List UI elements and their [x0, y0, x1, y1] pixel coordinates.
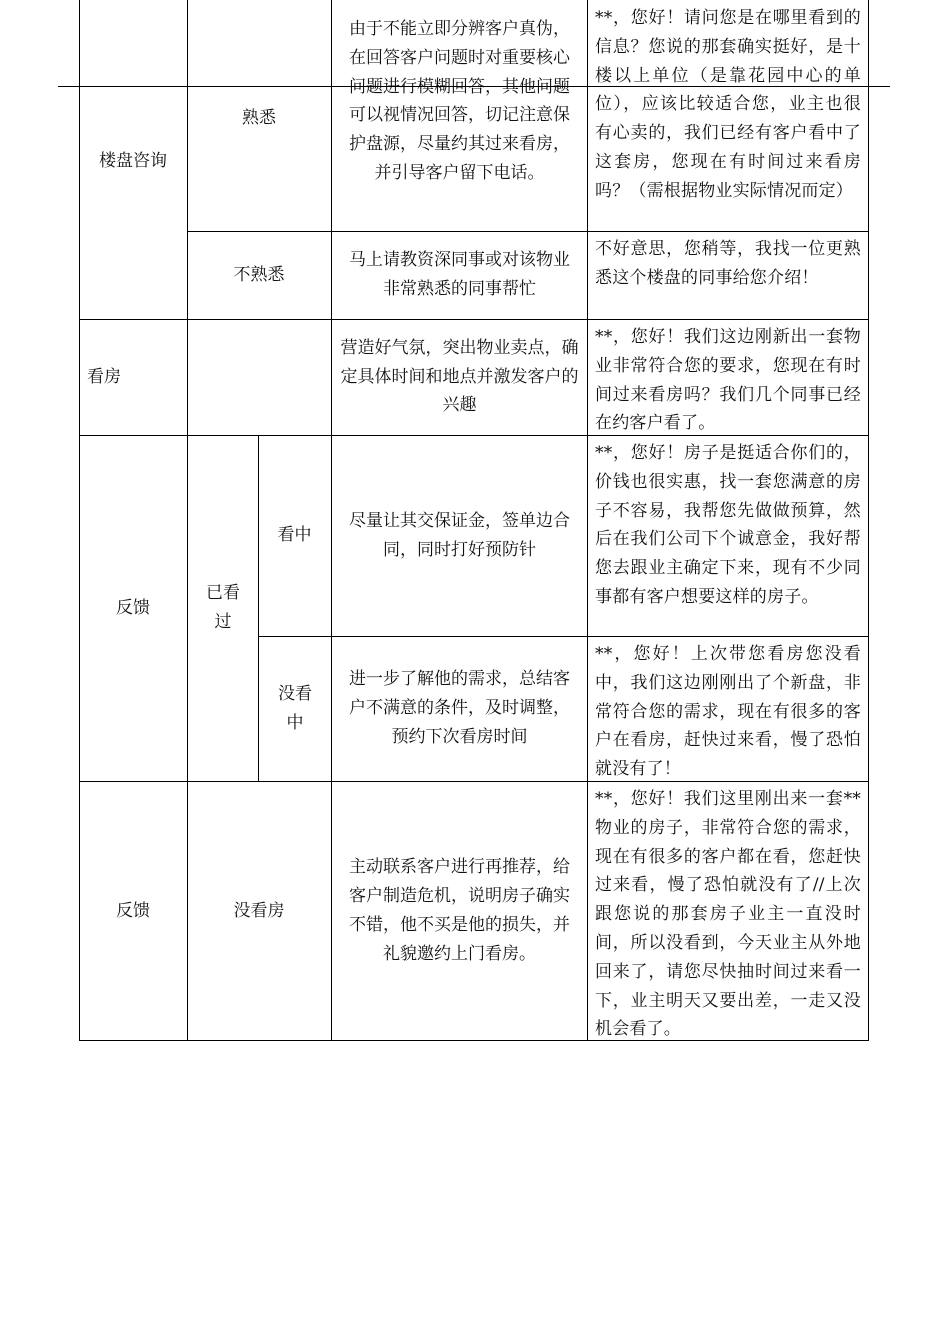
guidance-text: 营造好气氛，突出物业卖点，确定具体时间和地点并激发客户的兴趣	[340, 337, 579, 416]
script-cell	[587, 319, 869, 435]
guidance-text: 马上请教资深同事或对该物业非常熟悉的同事帮忙	[349, 250, 570, 299]
stage-label: 反馈	[116, 900, 150, 921]
condition-label: 已看过	[206, 583, 240, 632]
guidance-cell	[341, 781, 578, 1041]
script-cell	[587, 781, 869, 1041]
subcondition-label: 看中	[277, 525, 312, 546]
stage-cell	[79, 781, 187, 1041]
guidance-text: 尽量让其交保证金，签单边合同，同时打好预防针	[349, 510, 570, 560]
script-text: 不好意思，您稍等，我找一位更熟悉这个楼盘的同事给您介绍！	[595, 239, 861, 288]
condition-cell	[187, 319, 331, 435]
script-text: **，您好！我们这里刚出来一套**物业的房子，非常符合您的需求，现在有很多的客户都在看，您赶快过来看，慢了恐怕就没有了//上次跟您说的那套房子业主一直没时间，所以没看到，今天业主从外地回来了，请您尽快抽时间过来看一下，业主明天又要出差，一走又没机会看了。	[595, 789, 861, 1040]
condition-cell	[201, 435, 245, 781]
script-text: **，您好！我们这边刚新出一套物业非常符合您的要求，您现在有时间过来看房吗？我们几个同事已经在约客户看了。	[595, 327, 861, 434]
script-cell	[587, 636, 869, 781]
script-text: **，您好！上次带您看房您没看中，我们这边刚刚出了个新盘，非常符合您的需求，现在有很多的客户在看房，赶快过来看，慢了恐怕就没有了！	[595, 644, 861, 780]
condition-cell	[187, 90, 331, 146]
script-cell	[587, 0, 869, 231]
guidance-cell	[337, 319, 582, 435]
guidance-cell	[341, 435, 578, 636]
script-text: **，您好！请问您是在哪里看到的信息？您说的那套确实挺好，是十楼以上单位（是靠花园中心的单位），应该比较适合您，业主也很有心卖的，我们已经有客户看中了这套房，您现在有时间过来看房吗？（需根据物业实际情况而定）	[595, 8, 861, 201]
condition-cell	[187, 781, 331, 1041]
stage-label: 楼盘咨询	[99, 150, 167, 171]
subcondition-cell	[258, 435, 331, 636]
guidance-cell	[341, 636, 578, 781]
stage-cell	[79, 435, 187, 781]
table-column-line	[331, 0, 332, 1041]
script-cell	[587, 231, 869, 319]
header-rule	[58, 86, 890, 87]
stage-label: 反馈	[116, 597, 150, 618]
script-cell	[587, 435, 869, 636]
subcondition-label: 没看中	[278, 683, 312, 733]
guidance-text: 进一步了解他的需求，总结客户不满意的条件，及时调整，预约下次看房时间	[349, 669, 570, 747]
guidance-cell	[341, 15, 578, 218]
guidance-text: 由于不能立即分辨客户真伪，在回答客户问题时对重要核心问题进行模糊回答，其他问题可以视情况回答，切记注意保护盘源，尽量约其过来看房，并引导客户留下电话。	[349, 19, 570, 183]
stage-cell	[79, 86, 187, 236]
stage-label: 看房	[87, 366, 121, 387]
condition-label: 没看房	[233, 900, 285, 921]
sales-script-table	[79, 0, 870, 1041]
condition-label: 熟悉	[242, 107, 276, 128]
stage-cell	[87, 319, 187, 435]
guidance-cell	[341, 231, 578, 319]
script-text: **，您好！房子是挺适合你们的，价钱也很实惠，找一套您满意的房子不容易，我帮您先做做预算，然后在我们公司下个诚意金，我好帮您去跟业主确定下来，现有不少同事都有客户想要这样的房子。	[595, 443, 861, 607]
subcondition-cell	[276, 636, 314, 781]
condition-label: 不熟悉	[233, 264, 285, 285]
condition-cell	[187, 231, 331, 319]
guidance-text: 主动联系客户进行再推荐，给客户制造危机，说明房子确实不错，他不买是他的损失，并礼貌邀约上门看房。	[349, 857, 570, 964]
